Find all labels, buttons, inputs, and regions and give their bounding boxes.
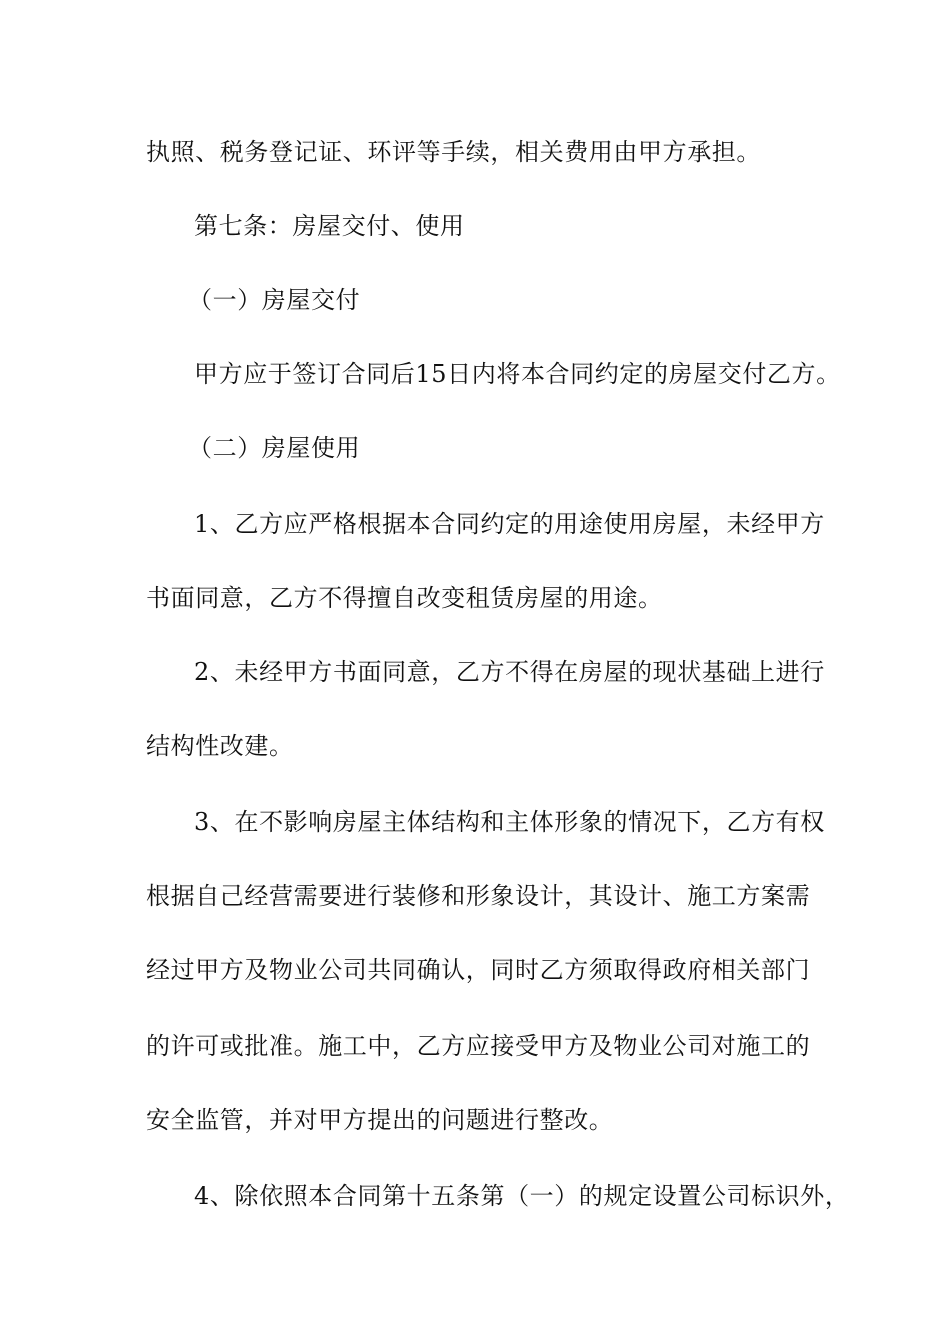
clause-2-line-1: 2、未经甲方书面同意，乙方不得在房屋的现状基础上进行 — [194, 658, 825, 686]
clause-1-line-2: 书面同意，乙方不得擅自改变租赁房屋的用途。 — [146, 584, 663, 612]
section-1-heading: （一）房屋交付 — [188, 286, 361, 314]
clause-2-line-2: 结构性改建。 — [146, 732, 294, 760]
clause-3-line-1: 3、在不影响房屋主体结构和主体形象的情况下，乙方有权 — [194, 808, 825, 836]
clause-3-line-4: 的许可或批准。施工中，乙方应接受甲方及物业公司对施工的 — [146, 1032, 811, 1060]
text-line-1: 执照、税务登记证、环评等手续，相关费用由甲方承担。 — [146, 138, 761, 166]
clause-1-line-1: 1、乙方应严格根据本合同约定的用途使用房屋，未经甲方 — [194, 510, 825, 538]
text-line-4: 甲方应于签订合同后15日内将本合同约定的房屋交付乙方。 — [194, 360, 841, 388]
clause-3-line-3: 经过甲方及物业公司共同确认，同时乙方须取得政府相关部门 — [146, 956, 811, 984]
clause-4-line-1: 4、除依照本合同第十五条第（一）的规定设置公司标识外， — [194, 1182, 850, 1210]
article-7-heading: 第七条：房屋交付、使用 — [194, 212, 465, 240]
section-2-heading: （二）房屋使用 — [188, 434, 361, 462]
clause-3-line-2: 根据自己经营需要进行装修和形象设计，其设计、施工方案需 — [146, 882, 811, 910]
clause-3-line-5: 安全监管，并对甲方提出的问题进行整改。 — [146, 1106, 614, 1134]
